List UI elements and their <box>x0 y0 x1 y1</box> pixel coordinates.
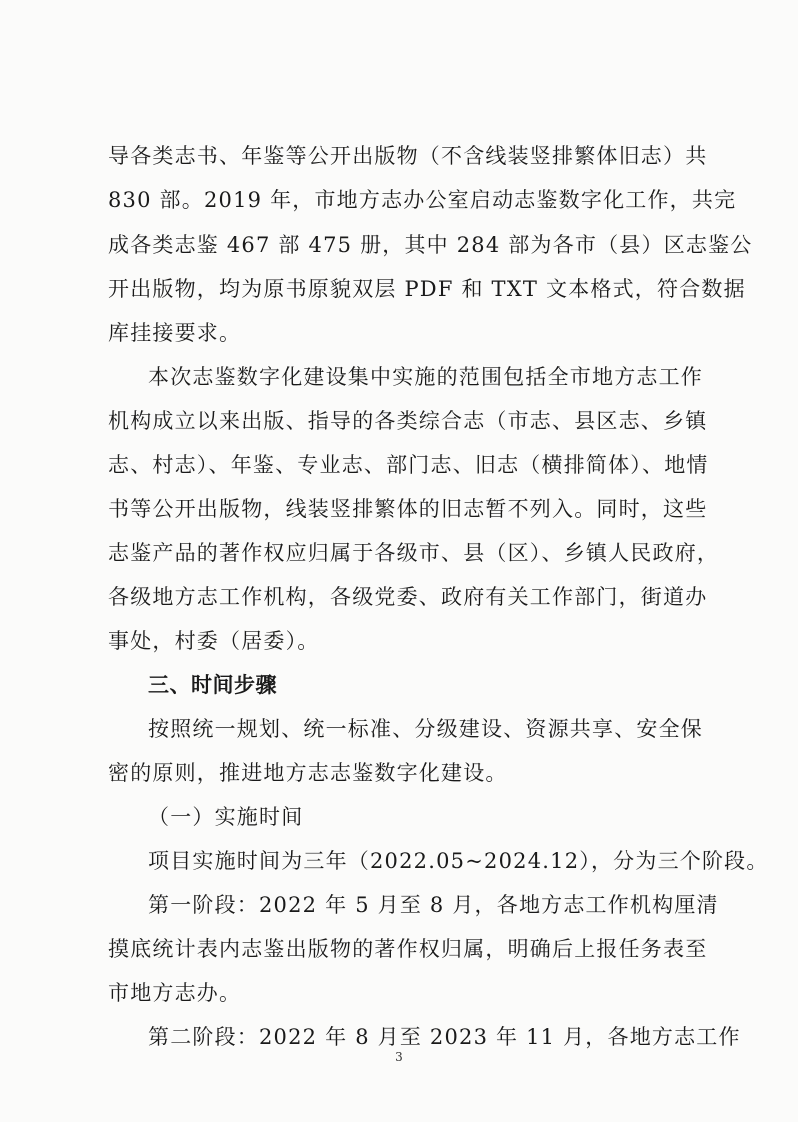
paragraph-first-line: 第一阶段：2022 年 5 月至 8 月，各地方志工作机构厘清 <box>148 893 719 917</box>
text-line: 密的原则，推进地方志志鉴数字化建设。 <box>108 761 508 785</box>
paragraph-first-line: 本次志鉴数字化建设集中实施的范围包括全市地方志工作 <box>148 365 703 389</box>
text-line: 事处，村委（居委）。 <box>108 629 320 653</box>
section-heading: 三、时间步骤 <box>148 673 277 697</box>
text-line: 摸底统计表内志鉴出版物的著作权归属，明确后上报任务表至 <box>108 937 708 961</box>
text-line: 830 部。2019 年，市地方志办公室启动志鉴数字化工作，共完 <box>108 188 737 212</box>
text-line: 库挂接要求。 <box>108 321 242 345</box>
paragraph-first-line: 按照统一规划、统一标准、分级建设、资源共享、安全保 <box>148 717 703 741</box>
text-line: 各级地方志工作机构，各级党委、政府有关工作部门，街道办 <box>108 585 708 609</box>
text-line: 市地方志办。 <box>108 981 242 1005</box>
paragraph-first-line: 项目实施时间为三年（2022.05~2024.12），分为三个阶段。 <box>148 849 769 873</box>
paragraph-first-line: 第二阶段：2022 年 8 月至 2023 年 11 月，各地方志工作 <box>148 1025 741 1049</box>
text-line: 导各类志书、年鉴等公开出版物（不含线装竖排繁体旧志）共 <box>108 144 708 168</box>
page-number: 3 <box>395 1050 403 1064</box>
text-line: 志鉴产品的著作权应归属于各级市、县（区）、乡镇人民政府， <box>108 541 720 565</box>
text-line: 书等公开出版物，线装竖排繁体的旧志暂不列入。同时，这些 <box>108 497 708 521</box>
text-line: 志、村志）、年鉴、专业志、部门志、旧志（横排简体）、地情 <box>108 453 709 477</box>
text-line: 开出版物，均为原书原貌双层 PDF 和 TXT 文本格式，符合数据 <box>108 277 746 301</box>
text-line: 机构成立以来出版、指导的各类综合志（市志、县区志、乡镇 <box>108 409 708 433</box>
subsection-heading: （一）实施时间 <box>148 805 304 829</box>
text-line: 成各类志鉴 467 部 475 册，其中 284 部为各市（县）区志鉴公 <box>108 233 753 257</box>
